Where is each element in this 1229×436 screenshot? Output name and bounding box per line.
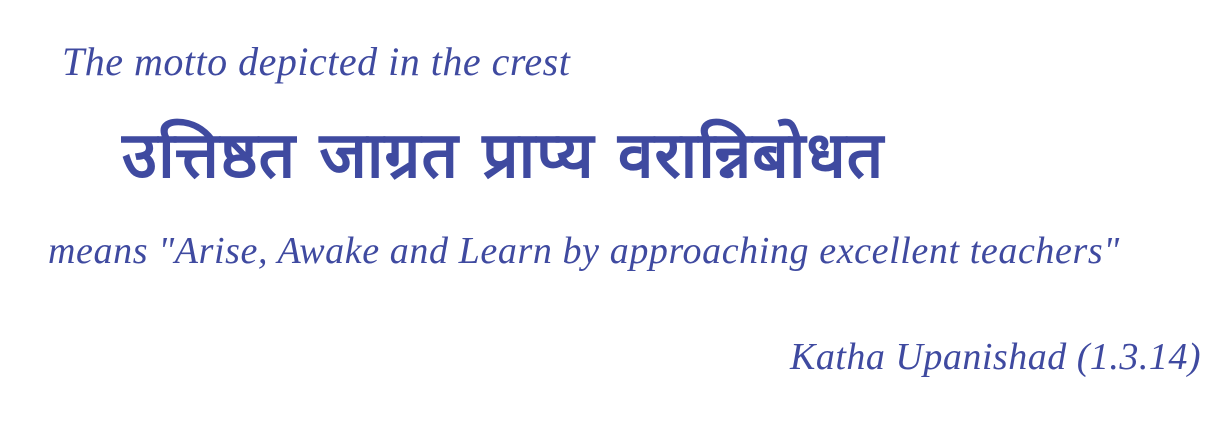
sanskrit-motto: उत्तिष्ठत जाग्रत प्राप्य वरान्निबोधत (122, 119, 885, 193)
motto-source-citation: Katha Upanishad (1.3.14) (790, 336, 1201, 378)
motto-translation: means "Arise, Awake and Learn by approaching excellent teachers" (48, 230, 1120, 272)
motto-heading: The motto depicted in the crest (62, 39, 571, 84)
